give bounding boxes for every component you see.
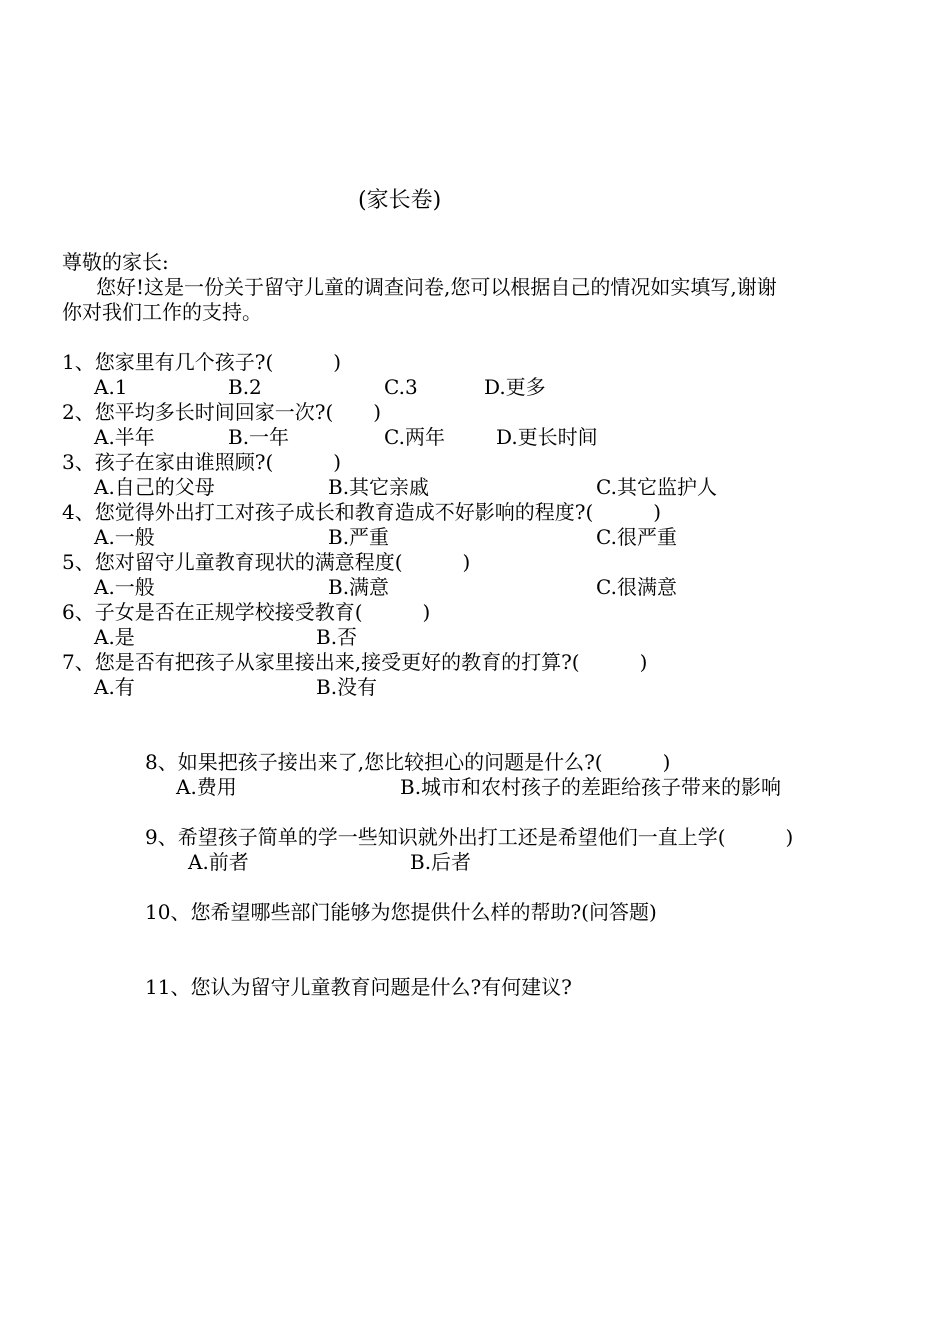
question-2-option-d: D.更长时间 xyxy=(496,425,598,449)
greeting: 尊敬的家长: xyxy=(62,250,169,274)
question-3-option-c: C.其它监护人 xyxy=(596,475,717,499)
question-9-option-a: A.前者 xyxy=(188,850,249,874)
question-4-option-b: B.严重 xyxy=(328,525,390,549)
question-5-option-b: B.满意 xyxy=(328,575,390,599)
question-8-option-b: B.城市和农村孩子的差距给孩子带来的影响 xyxy=(400,775,782,799)
question-1-option-d: D.更多 xyxy=(484,375,546,399)
question-2-option-b: B.一年 xyxy=(228,425,290,449)
question-2: 2、您平均多长时间回家一次?( ) xyxy=(62,400,382,424)
question-1: 1、您家里有几个孩子?( ) xyxy=(62,350,342,374)
question-11: 11、您认为留守儿童教育问题是什么?有何建议? xyxy=(145,975,572,999)
question-7-option-b: B.没有 xyxy=(316,675,378,699)
question-7: 7、您是否有把孩子从家里接出来,接受更好的教育的打算?( ) xyxy=(62,650,648,674)
question-9-option-b: B.后者 xyxy=(410,850,472,874)
question-10: 10、您希望哪些部门能够为您提供什么样的帮助?(问答题) xyxy=(145,900,657,924)
question-4-option-c: C.很严重 xyxy=(596,525,677,549)
intro-line-1: 您好!这是一份关于留守儿童的调查问卷,您可以根据自己的情况如实填写,谢谢 xyxy=(96,275,777,299)
page-title: (家长卷) xyxy=(358,188,442,213)
question-8-option-a: A.费用 xyxy=(176,775,237,799)
question-5-option-a: A.一般 xyxy=(94,575,155,599)
question-3: 3、孩子在家由谁照顾?( ) xyxy=(62,450,342,474)
question-6: 6、子女是否在正规学校接受教育( ) xyxy=(62,600,431,624)
question-4: 4、您觉得外出打工对孩子成长和教育造成不好影响的程度?( ) xyxy=(62,500,662,524)
question-5: 5、您对留守儿童教育现状的满意程度( ) xyxy=(62,550,471,574)
question-3-option-a: A.自己的父母 xyxy=(94,475,215,499)
question-2-option-a: A.半年 xyxy=(94,425,155,449)
question-6-option-b: B.否 xyxy=(316,625,358,649)
question-1-option-a: A.1 xyxy=(94,375,128,399)
question-7-option-a: A.有 xyxy=(94,675,135,699)
intro-line-2: 你对我们工作的支持。 xyxy=(62,300,262,324)
question-1-option-b: B.2 xyxy=(228,375,262,399)
question-5-option-c: C.很满意 xyxy=(596,575,677,599)
question-3-option-b: B.其它亲戚 xyxy=(328,475,430,499)
question-6-option-a: A.是 xyxy=(94,625,135,649)
question-1-option-c: C.3 xyxy=(384,375,418,399)
question-8: 8、如果把孩子接出来了,您比较担心的问题是什么?( ) xyxy=(145,750,671,774)
question-2-option-c: C.两年 xyxy=(384,425,445,449)
question-9: 9、希望孩子简单的学一些知识就外出打工还是希望他们一直上学( ) xyxy=(145,825,794,849)
question-4-option-a: A.一般 xyxy=(94,525,155,549)
